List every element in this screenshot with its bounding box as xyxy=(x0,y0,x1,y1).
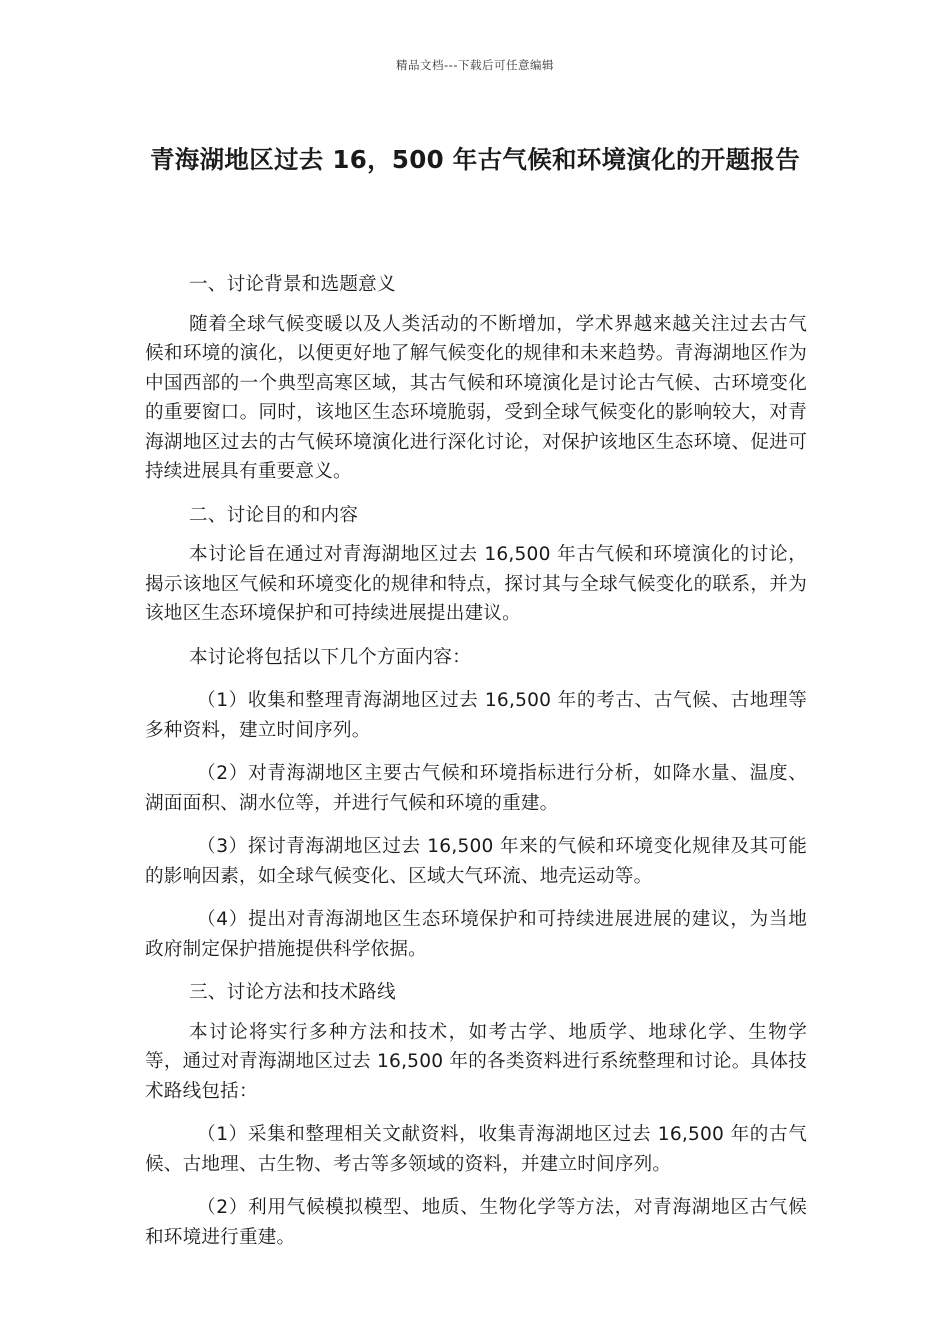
paragraph: 随着全球气候变暖以及人类活动的不断增加，学术界越来越关注过去古气候和环境的演化，以便更好地了解气候变化的规律和未来趋势。青海湖地区作为中国西部的一个典型高寒区域，其古气候和环境演化是讨论古气候、古环境变化的重要窗口。同时，该地区生态环境脆弱，受到全球气候变化的影响较大，对青海湖地区过去的古气候环境演化进行深化讨论，对保护该地区生态环境、促进可持续进展具有重要意义。 xyxy=(145,313,807,482)
section-heading-3: 三、讨论方法和技术路线 xyxy=(189,982,396,1003)
list-item: （1）采集和整理相关文献资料，收集青海湖地区过去 16,500 年的古气候、古地理、古生物、考古等多领域的资料，并建立时间序列。 xyxy=(145,1124,807,1175)
paragraph: 本讨论将实行多种方法和技术，如考古学、地质学、地球化学、生物学等，通过对青海湖地区过去 16,500 年的各类资料进行系统整理和讨论。具体技术路线包括： xyxy=(145,1021,807,1102)
list-item: （1）收集和整理青海湖地区过去 16,500 年的考古、古气候、古地理等多种资料，建立时间序列。 xyxy=(145,690,807,741)
section-heading-1: 一、讨论背景和选题意义 xyxy=(189,274,396,295)
paragraph: 本讨论旨在通过对青海湖地区过去 16,500 年古气候和环境演化的讨论，揭示该地区气候和环境变化的规律和特点，探讨其与全球气候变化的联系，并为该地区生态环境保护和可持续进展提出建议。 xyxy=(145,544,807,624)
list-item: （3）探讨青海湖地区过去 16,500 年来的气候和环境变化规律及其可能的影响因素，如全球气候变化、区域大气环流、地壳运动等。 xyxy=(145,836,807,887)
header-note: 精品文档---下载后可任意编辑 xyxy=(396,58,554,72)
list-item: （2）对青海湖地区主要古气候和环境指标进行分析，如降水量、温度、湖面面积、湖水位等，并进行气候和环境的重建。 xyxy=(145,763,807,814)
paragraph: 本讨论将包括以下几个方面内容： xyxy=(189,646,471,668)
list-item: （2）利用气候模拟模型、地质、生物化学等方法，对青海湖地区古气候和环境进行重建。 xyxy=(145,1197,807,1248)
document-title: 青海湖地区过去 16，500 年古气候和环境演化的开题报告 xyxy=(150,145,800,174)
section-heading-2: 二、讨论目的和内容 xyxy=(189,504,359,526)
document-body xyxy=(145,270,807,1266)
list-item: （4）提出对青海湖地区生态环境保护和可持续进展进展的建议，为当地政府制定保护措施提供科学依据。 xyxy=(145,909,807,960)
